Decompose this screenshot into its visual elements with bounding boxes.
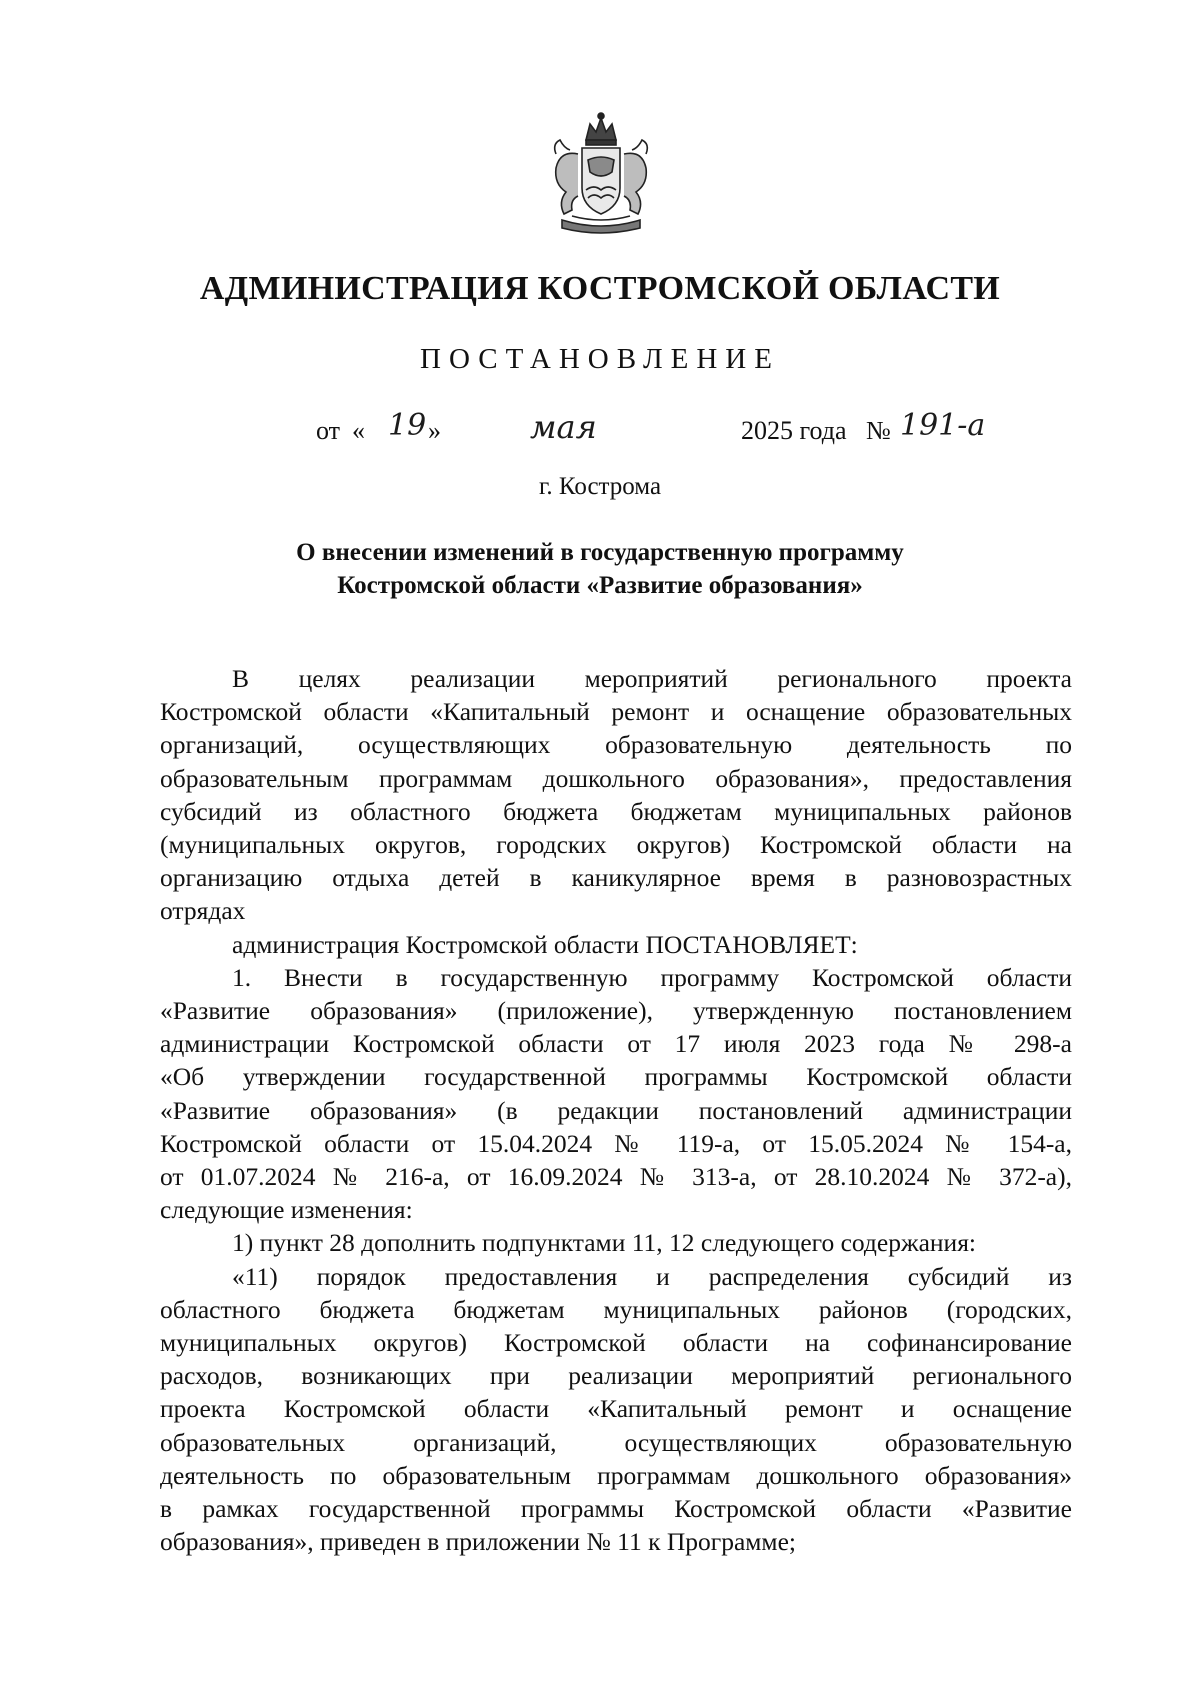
body-line: отрядах <box>160 896 246 926</box>
body-line: организацию отдыха детей в каникулярное время в разновозрастных <box>160 863 1072 893</box>
document-body <box>160 662 1072 1558</box>
body-line: образовательных организаций, осуществляющих образовательную <box>160 1427 1072 1457</box>
body-line: В целях реализации мероприятий регионального проекта <box>232 664 1072 693</box>
body-line: образования», приведен в приложении № 11 к Программе; <box>160 1527 796 1557</box>
body-line: «11) порядок предоставления и распределения субсидий из <box>232 1261 1072 1291</box>
body-line: администрации Костромской области от 17 июля 2023 года № 298-а <box>160 1029 1072 1059</box>
issuing-authority: АДМИНИСТРАЦИЯ КОСТРОМСКОЙ ОБЛАСТИ <box>199 270 1001 307</box>
body-line: муниципальных округов) Костромской области на софинансирование <box>160 1328 1072 1358</box>
title-line: О внесении изменений в государственную программу <box>296 539 904 566</box>
document-number-handwritten: 191-а <box>900 408 986 443</box>
date-line <box>0 410 1200 450</box>
date-month-handwritten: мая <box>530 408 597 446</box>
body-line: организаций, осуществляющих образовательную деятельность по <box>160 730 1072 760</box>
body-line: «Об утверждении государственной программы Костромской области <box>160 1062 1072 1092</box>
city: г. Кострома <box>538 473 662 500</box>
date-year: 2025 года <box>741 416 847 445</box>
title-line: Костромской области «Развитие образования» <box>337 572 863 599</box>
body-line: администрация Костромской области ПОСТАНОВЛЯЕТ: <box>232 929 858 959</box>
document-type: ПОСТАНОВЛЕНИЕ <box>420 343 780 375</box>
coat-of-arms-emblem-icon <box>542 110 660 238</box>
number-sign: № <box>866 416 891 445</box>
body-line: в рамках государственной программы Костромской области «Развитие <box>160 1494 1072 1524</box>
body-line: «Развитие образования» (приложение), утвержденную постановлением <box>160 996 1072 1026</box>
body-line: следующие изменения: <box>160 1195 413 1225</box>
body-line: от 01.07.2024 № 216-а, от 16.09.2024 № 313-а, от 28.10.2024 № 372-а), <box>160 1162 1072 1192</box>
body-line: проекта Костромской области «Капитальный ремонт и оснащение <box>160 1394 1072 1424</box>
document-title <box>160 536 1040 602</box>
body-line: расходов, возникающих при реализации мероприятий регионального <box>160 1361 1072 1391</box>
body-line: «Развитие образования» (в редакции постановлений администрации <box>160 1095 1072 1125</box>
body-line: Костромской области от 15.04.2024 № 119-а, от 15.05.2024 № 154-а, <box>160 1128 1072 1158</box>
date-quote-close: » <box>428 416 441 445</box>
body-line: субсидий из областного бюджета бюджетам муниципальных районов <box>160 796 1072 826</box>
body-line: 1) пункт 28 дополнить подпунктами 11, 12 следующего содержания: <box>232 1228 977 1258</box>
date-prefix: от <box>316 416 341 445</box>
body-line: Костромской области «Капитальный ремонт и оснащение образовательных <box>160 697 1072 727</box>
body-line: областного бюджета бюджетам муниципальных районов (городских, <box>160 1294 1072 1324</box>
body-line: 1. Внести в государственную программу Костромской области <box>232 962 1072 992</box>
date-quote-open: « <box>352 416 365 445</box>
body-line: образовательным программам дошкольного образования», предоставления <box>160 763 1072 793</box>
body-line: деятельность по образовательным программам дошкольного образования» <box>160 1460 1072 1490</box>
date-day-handwritten: 19 <box>388 408 427 443</box>
body-line: (муниципальных округов, городских округов) Костромской области на <box>160 830 1072 860</box>
